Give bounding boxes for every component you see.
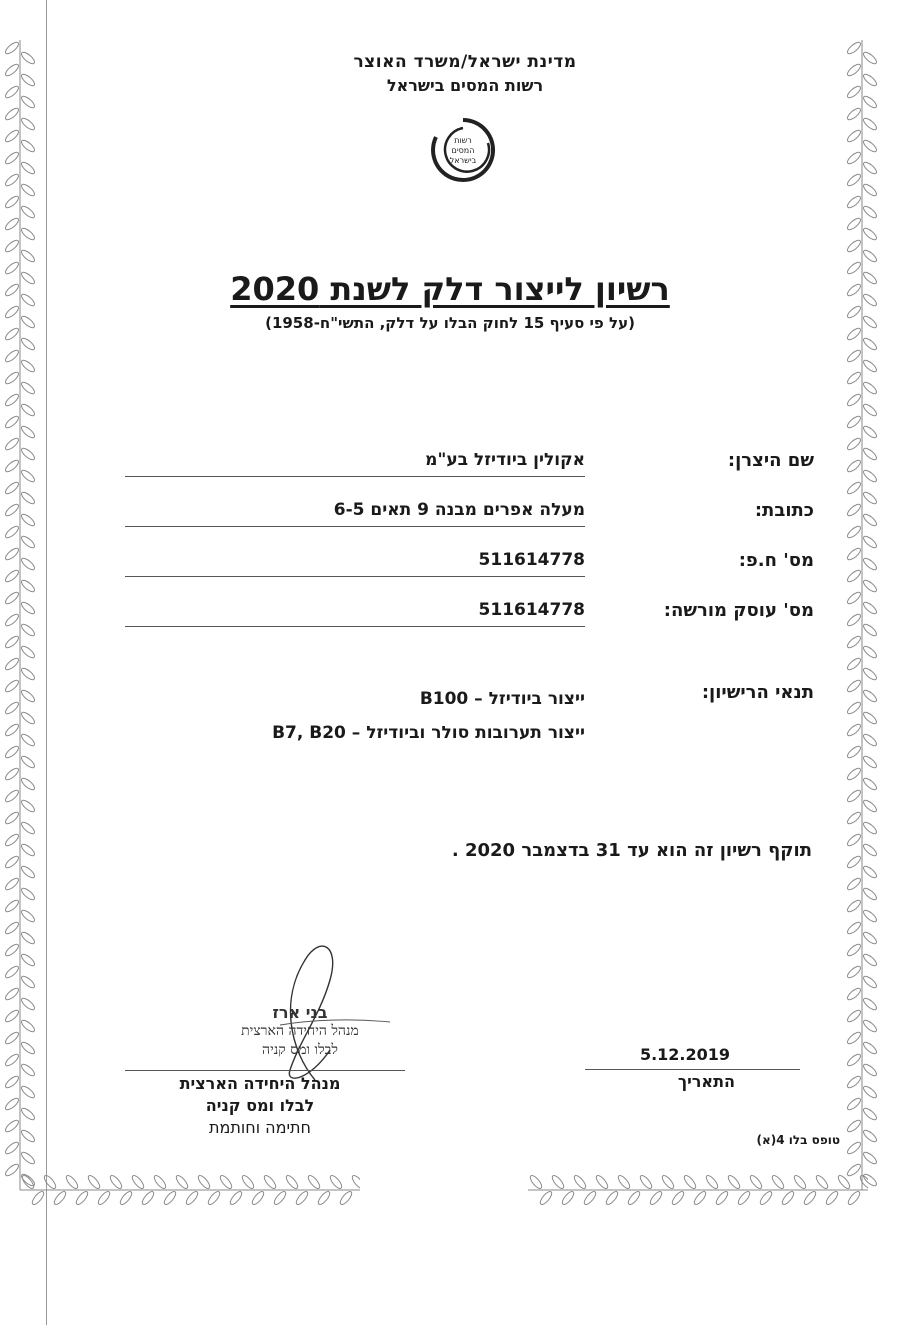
logo-text-2: המסים: [451, 146, 475, 155]
document-title: רשיון לייצור דלק לשנת 2020: [230, 270, 670, 308]
issue-date-label: התאריך: [677, 1072, 735, 1091]
form-identifier: טופס בלו 4(א): [756, 1133, 840, 1147]
stamp-title-line-1: מנהל היחידה הארצית: [241, 1023, 359, 1039]
company-number-label: מס' ח.פ:: [738, 550, 814, 571]
license-conditions-label: תנאי הרישיון:: [701, 682, 814, 703]
signature-caption-line-3: חתימה וחותמת: [208, 1118, 312, 1137]
company-number-underline: [125, 576, 585, 577]
issue-date-value: 5.12.2019: [639, 1045, 731, 1064]
vat-number-underline: [125, 626, 585, 627]
producer-name-value: אקולין ביודיזל בע"מ: [425, 450, 585, 470]
signature-caption: [120, 1073, 400, 1139]
address-underline: [125, 526, 585, 527]
laurel-border-bottom-left-icon: [20, 1165, 360, 1215]
signature-caption-line-1: מנהל היחידה הארצית: [179, 1074, 341, 1093]
title-block: [200, 270, 700, 332]
address-value: מעלה אפרים מבנה 9 תאים 6-5: [333, 500, 585, 520]
official-stamp: [195, 1003, 405, 1060]
tax-authority-logo: [428, 115, 498, 185]
stamp-signer-name: בני ארז: [272, 1003, 328, 1022]
validity-statement: תוקף רשיון זה הוא עד 31 בדצמבר 2020 .: [451, 840, 812, 861]
document-header: [250, 52, 680, 95]
company-number-value: 511614778: [478, 550, 585, 570]
signature-line: [125, 1070, 405, 1071]
producer-name-underline: [125, 476, 585, 477]
logo-text-3: בישראל: [449, 156, 477, 165]
condition-line-2: ייצור תערובות סולר וביודיזל – B7, B20: [272, 723, 585, 743]
vat-number-value: 511614778: [478, 600, 585, 620]
authority-name: רשות המסים בישראל: [386, 76, 544, 95]
license-conditions: [160, 682, 585, 750]
logo-text-1: רשות: [454, 136, 472, 145]
address-label: כתובת:: [754, 500, 814, 521]
signature-caption-line-2: לבלו ומס קניה: [205, 1096, 315, 1115]
fold-line: [46, 0, 47, 1325]
laurel-border-left-icon: [0, 40, 40, 1190]
laurel-border-bottom-right-icon: [528, 1165, 868, 1215]
stamp-title-line-2: לבלו ומס קניה: [262, 1042, 338, 1058]
laurel-border-right-icon: [842, 40, 882, 1190]
issue-date-line: [585, 1069, 800, 1070]
producer-name-label: שם היצרן:: [727, 450, 814, 471]
document-subtitle: (על פי סעיף 15 לחוק הבלו על דלק, התשי"ח-1958): [265, 314, 635, 332]
vat-number-label: מס' עוסק מורשה:: [663, 600, 814, 621]
ministry-name: מדינת ישראל/משרד האוצר: [353, 52, 577, 72]
condition-line-1: ייצור ביודיזל – B100: [419, 689, 585, 709]
